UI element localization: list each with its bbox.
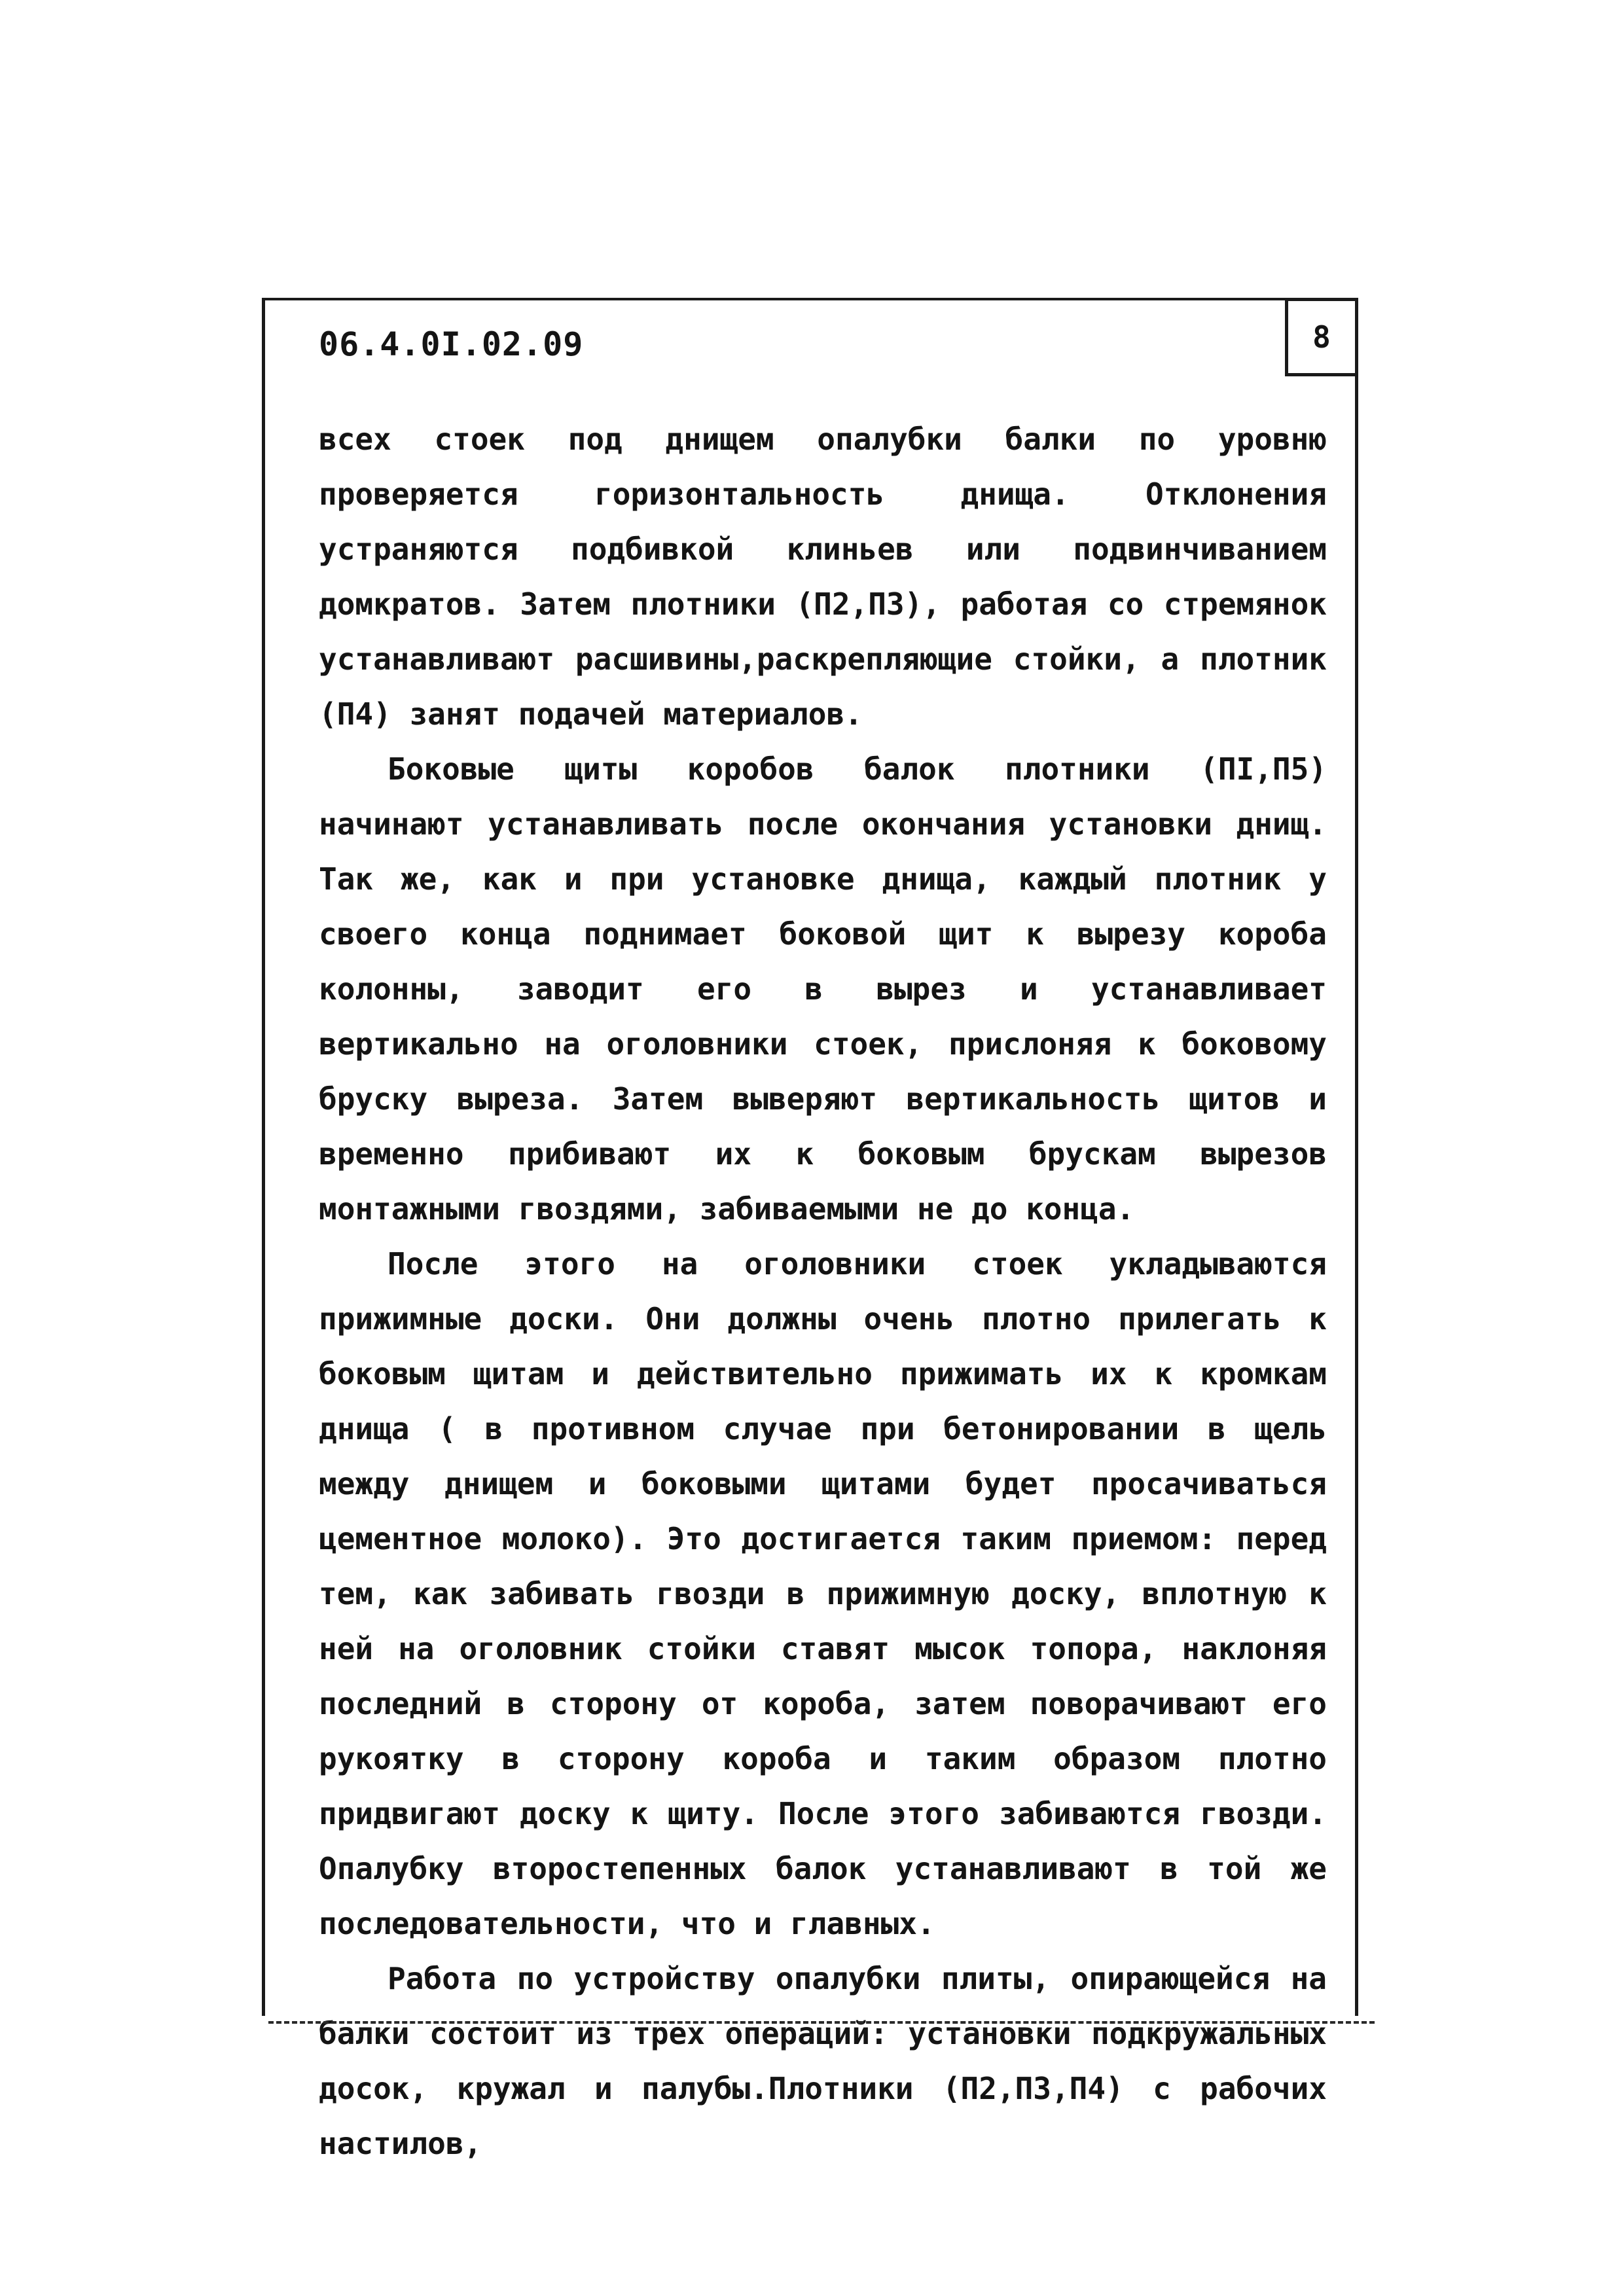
page-frame	[262, 298, 1358, 2161]
paragraph-2: Боковые щиты коробов балок плотники (ПI,П5) начинают устанавливать после окончания установки днищ. Так же, как и при установке днища, каждый плотник у своего конца поднимает боковой щит к вырезу короба колонны, заводит его в вырез и устанавливает вертикально на оголовники стоек, прислоняя к боковому бруску выреза. Затем выверяют вертикальность щитов и временно прибивают их к боковым брускам вырезов монтажными гвоздями, забиваемыми не до конца.	[319, 751, 1327, 1227]
frame-bottom-line	[268, 2021, 1375, 2024]
page-number: 8	[1312, 319, 1331, 355]
paragraph-4: Работа по устройству опалубки плиты, опирающейся на балки состоит из трех операций: установки подкружальных досок, кружал и палубы.Плотники (П2,П3,П4) с рабочих настилов,	[319, 1961, 1327, 2161]
page-number-box	[1285, 298, 1358, 376]
paragraph-3: После этого на оголовники стоек укладываются прижимные доски. Они должны очень плотно прилегать к боковым щитам и действительно прижимать их к кромкам днища ( в противном случае при бетонировании в щель между днищем и боковыми щитами будет просачиваться цементное молоко). Это достигается таким приемом: перед тем, как забивать гвозди в прижимную доску, вплотную к ней на оголовник стойки ставят мысок топора, наклоняя последний в сторону от короба, затем поворачивают его рукоятку в сторону короба и таким образом плотно придвигают доску к щиту. После этого забиваются гвозди. Опалубку второстепенных балок устанавливают в той же последовательности, что и главных.	[319, 1246, 1327, 1941]
body-text	[319, 412, 1327, 2171]
document-code: 06.4.0I.02.09	[319, 325, 584, 363]
paragraph-1: всех стоек под днищем опалубки балки по уровню проверяется горизонтальность днища. Отклонения устраняются подбивкой клиньев или подвинчиванием домкратов. Затем плотники (П2,П3), работая со стремянок устанавливают расшивины,раскрепляющие стойки, а плотник (П4) занят подачей материалов.	[319, 422, 1327, 732]
